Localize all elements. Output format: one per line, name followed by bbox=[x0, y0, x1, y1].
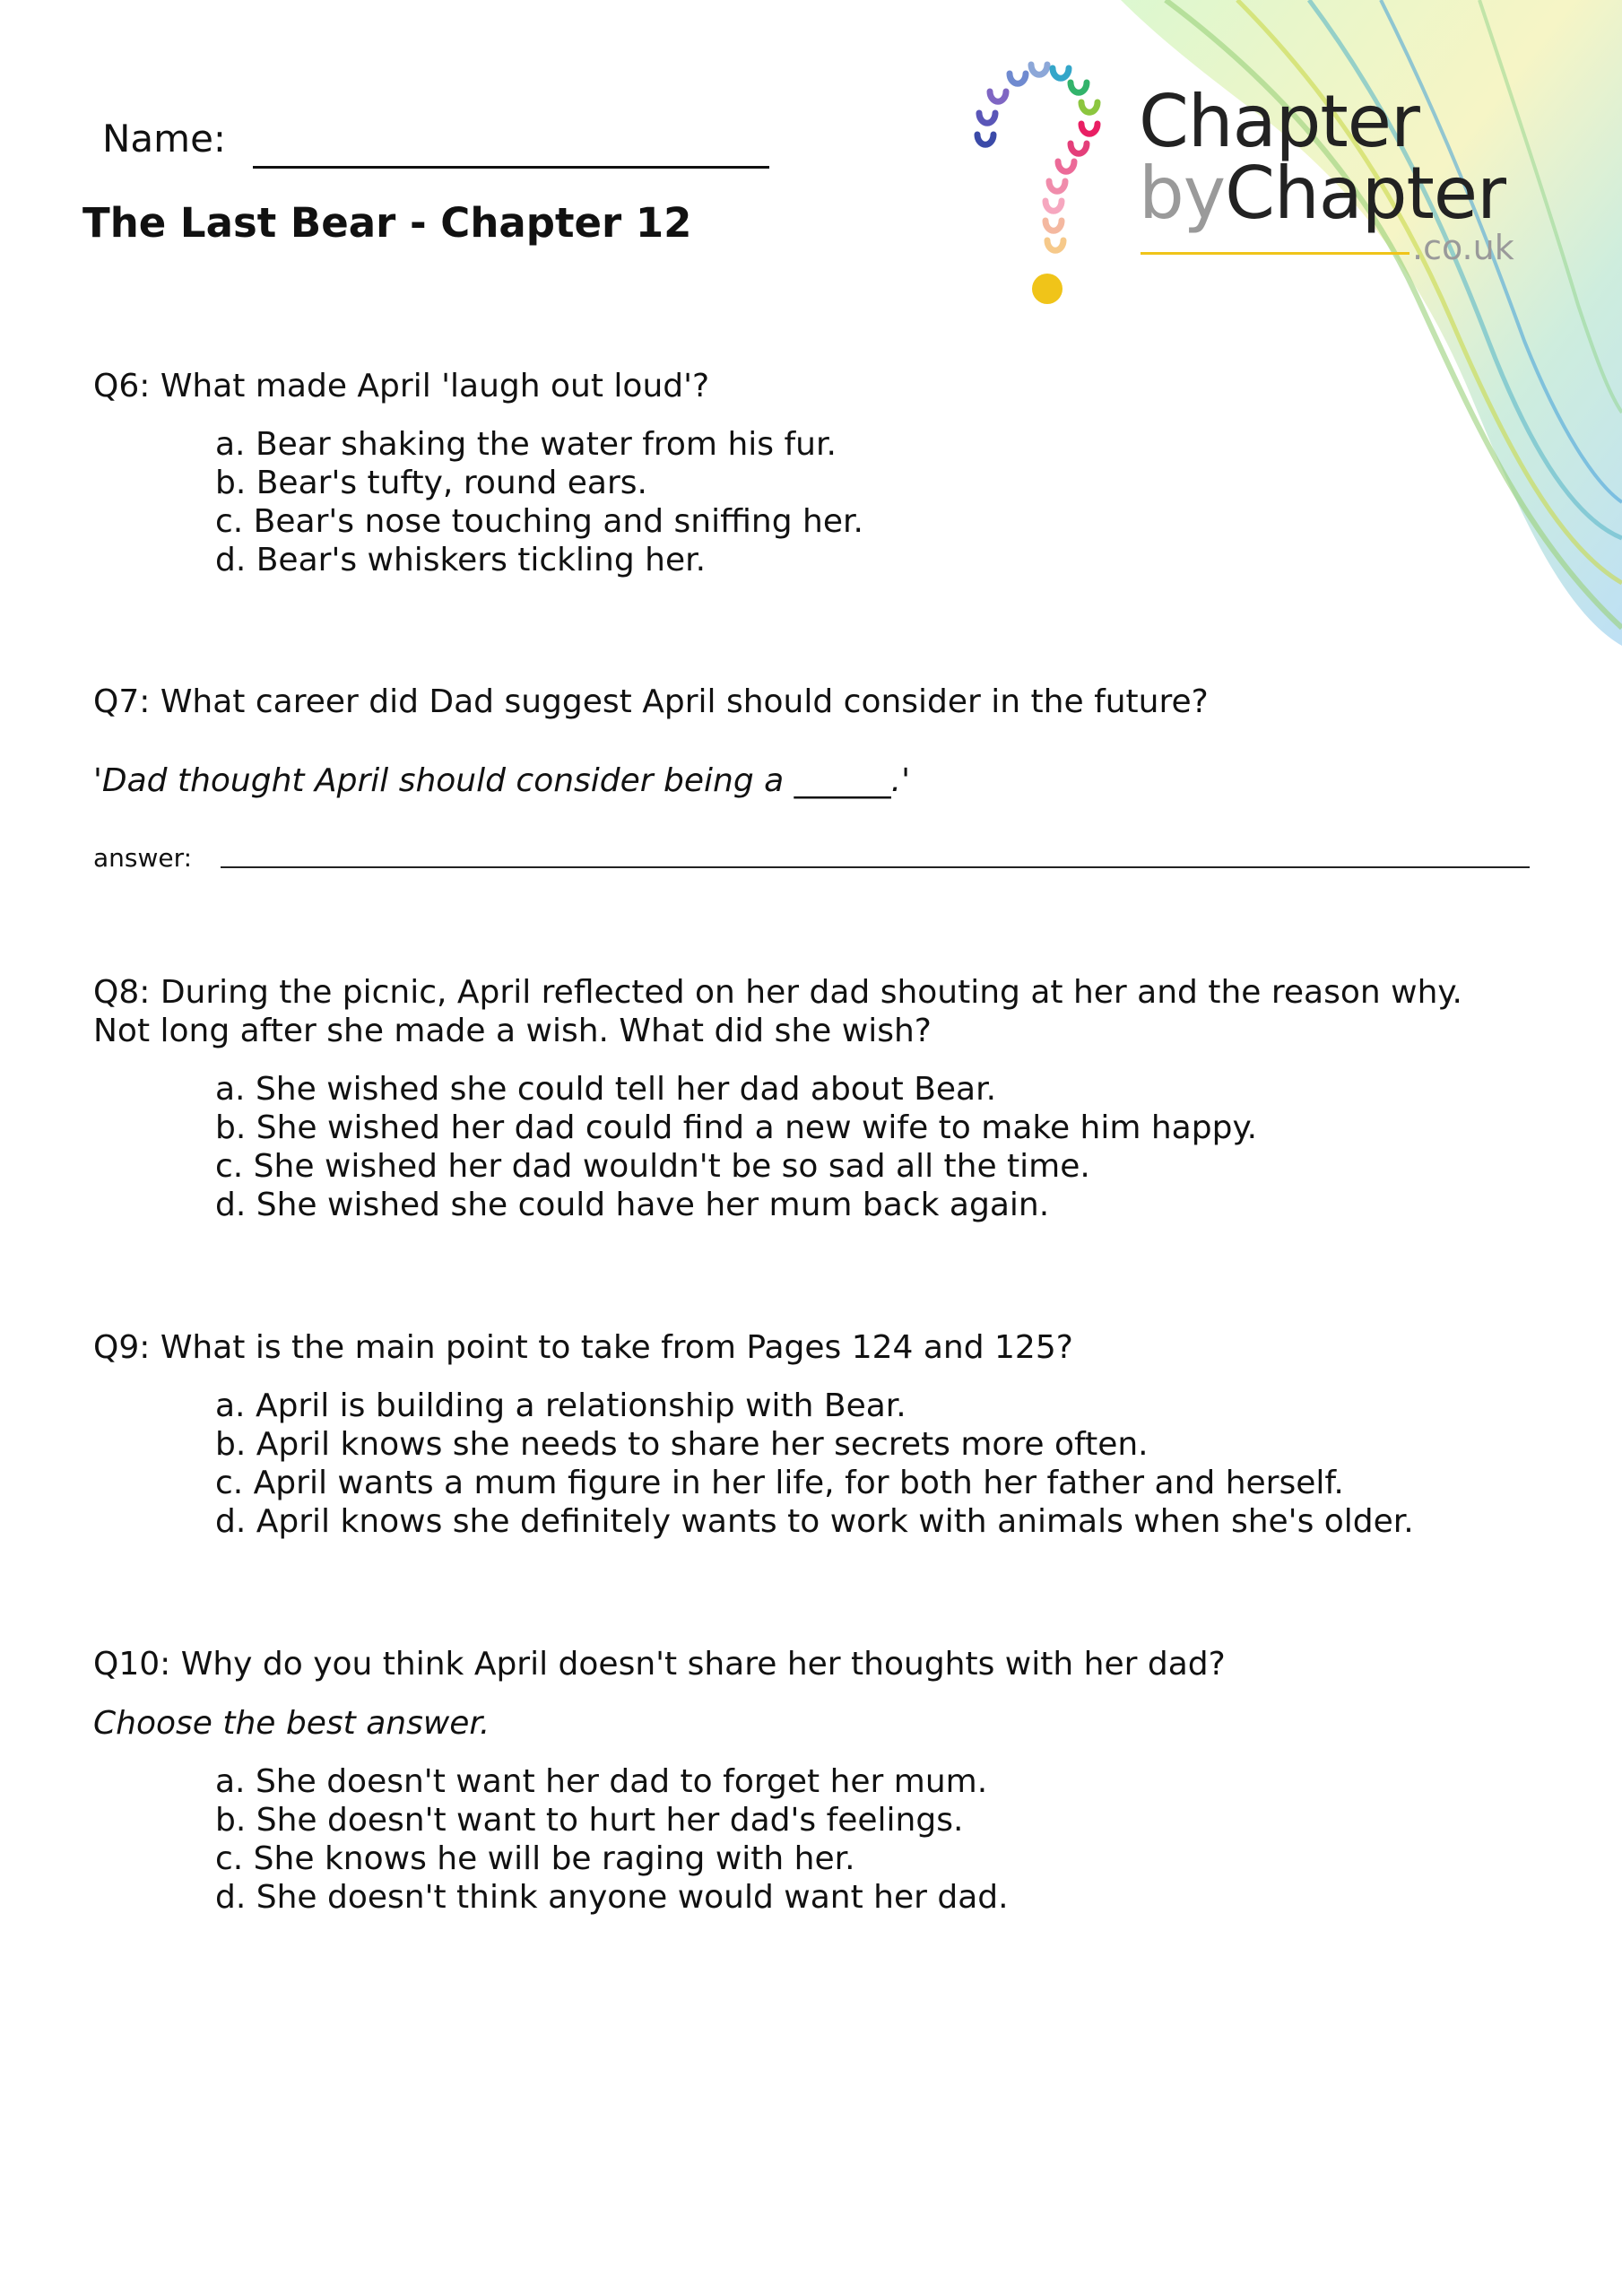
q10-option-b: b. She doesn't want to hurt her dad's feelings. bbox=[215, 1802, 964, 1839]
question-7: Q7: What career did Dad suggest April should consider in the future? bbox=[93, 683, 1209, 720]
q6-option-c: c. Bear's nose touching and sniffing her. bbox=[215, 503, 863, 540]
q8-option-a: a. She wished she could tell her dad about Bear. bbox=[215, 1071, 997, 1108]
question-8-line-2: Not long after she made a wish. What did she wish? bbox=[93, 1013, 932, 1049]
question-6: Q6: What made April 'laugh out loud'? bbox=[93, 368, 710, 404]
question-10: Q10: Why do you think April doesn't share her thoughts with her dad? bbox=[93, 1646, 1226, 1683]
q7-sentence-prompt: 'Dad thought April should consider being a ______.' bbox=[93, 762, 911, 799]
name-input-line[interactable] bbox=[253, 166, 769, 169]
q7-answer-line[interactable] bbox=[221, 866, 1530, 868]
chapter-by-chapter-logo bbox=[959, 50, 1569, 310]
worksheet-title: The Last Bear - Chapter 12 bbox=[82, 199, 692, 247]
q6-option-a: a. Bear shaking the water from his fur. bbox=[215, 426, 837, 463]
q6-option-b: b. Bear's tufty, round ears. bbox=[215, 465, 647, 501]
name-label: Name: bbox=[102, 117, 227, 161]
logo-word-chapter: Chapter bbox=[1139, 80, 1419, 163]
q8-option-c: c. She wished her dad wouldn't be so sad all the time. bbox=[215, 1148, 1090, 1185]
q9-option-b: b. April knows she needs to share her secrets more often. bbox=[215, 1426, 1149, 1463]
book-arc-logo-icon bbox=[959, 50, 1139, 310]
q10-option-c: c. She knows he will be raging with her. bbox=[215, 1840, 855, 1877]
q9-option-c: c. April wants a mum figure in her life, for both her father and herself. bbox=[215, 1465, 1344, 1501]
q10-instruction: Choose the best answer. bbox=[93, 1705, 490, 1742]
question-8-line-1: Q8: During the picnic, April reflected on her dad shouting at her and the reason why. bbox=[93, 974, 1462, 1011]
q8-option-b: b. She wished her dad could find a new wife to make him happy. bbox=[215, 1109, 1258, 1146]
q9-option-d: d. April knows she definitely wants to work with animals when she's older. bbox=[215, 1503, 1414, 1540]
logo-underline bbox=[1141, 252, 1409, 255]
q10-option-d: d. She doesn't think anyone would want her dad. bbox=[215, 1879, 1009, 1916]
logo-word-bychapter: byChapter bbox=[1139, 152, 1505, 235]
q9-option-a: a. April is building a relationship with Bear. bbox=[215, 1387, 906, 1424]
q8-option-d: d. She wished she could have her mum back again. bbox=[215, 1187, 1050, 1223]
logo-domain-suffix: .co.uk bbox=[1412, 228, 1514, 267]
question-9: Q9: What is the main point to take from Pages 124 and 125? bbox=[93, 1329, 1073, 1366]
q6-option-d: d. Bear's whiskers tickling her. bbox=[215, 542, 707, 578]
q10-option-a: a. She doesn't want her dad to forget her mum. bbox=[215, 1763, 988, 1800]
q7-answer-label: answer: bbox=[93, 843, 193, 873]
